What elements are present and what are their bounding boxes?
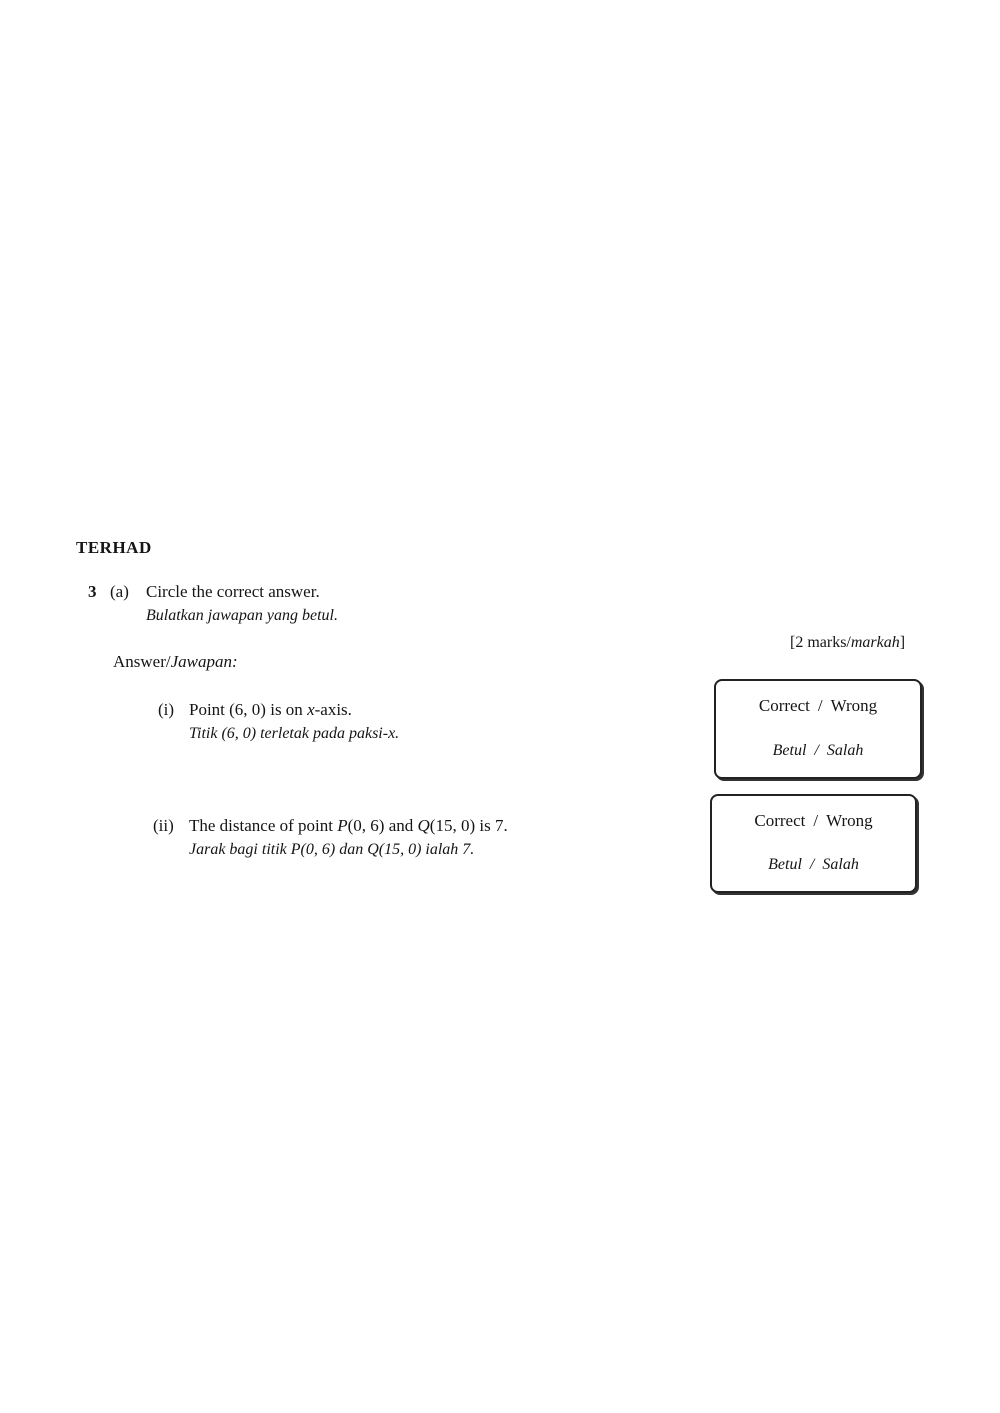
item-2-answer-box: [710, 794, 917, 893]
instruction-english: Circle the correct answer.: [146, 582, 320, 601]
answer-label-en: Answer/: [113, 652, 171, 671]
question-number: 3: [88, 582, 97, 601]
item-1-options-malay: [716, 742, 920, 760]
question-part: (a): [110, 582, 129, 601]
item-2-statement-english: [189, 816, 508, 836]
item-2-text-post: (15, 0) is 7.: [429, 816, 508, 835]
answer-label-ms: Jawapan:: [170, 652, 238, 671]
item-1-separator-en: /: [817, 696, 823, 715]
item-2-text-pre: The distance of point: [189, 816, 338, 835]
item-2-option-wrong[interactable]: Wrong: [826, 811, 873, 830]
item-2-text-mid: (0, 6) and: [347, 816, 418, 835]
item-2-statement-malay: Jarak bagi titik P(0, 6) dan Q(15, 0) ialah 7.: [189, 841, 475, 858]
item-2-options-english: [712, 811, 915, 831]
item-2-separator-ms: /: [809, 856, 815, 873]
item-1-option-wrong[interactable]: Wrong: [830, 696, 878, 715]
item-1-statement-malay: Titik (6, 0) terletak pada paksi-x.: [189, 725, 400, 742]
item-2-text-italic-p: P: [337, 816, 348, 835]
answer-label: [113, 652, 238, 672]
item-2-separator-en: /: [813, 811, 819, 830]
item-2-number: (ii): [153, 816, 174, 835]
item-1-options-english: [716, 696, 920, 716]
item-1-text-italic: x: [307, 700, 315, 719]
item-2-text-italic-q: Q: [417, 816, 430, 835]
item-2-option-salah[interactable]: Salah: [822, 856, 859, 873]
item-1-option-betul[interactable]: Betul: [772, 742, 807, 759]
item-1-statement-english: [189, 700, 352, 720]
marks-italic: markah: [850, 634, 900, 651]
marks-allocation: [790, 634, 905, 652]
item-2-option-betul[interactable]: Betul: [768, 856, 802, 873]
item-1-option-salah[interactable]: Salah: [826, 742, 864, 759]
marks-suffix: ]: [899, 634, 906, 651]
item-2-option-correct[interactable]: Correct: [754, 811, 806, 830]
item-1-answer-box: [714, 679, 922, 779]
item-1-number: (i): [158, 700, 175, 719]
marks-prefix: [2 marks/: [790, 634, 851, 651]
item-1-text-post: -axis.: [314, 700, 352, 719]
item-1-separator-ms: /: [814, 742, 819, 759]
item-1-option-correct[interactable]: Correct: [758, 696, 810, 715]
item-2-options-malay: [712, 856, 915, 874]
classification-header: TERHAD: [76, 538, 152, 557]
instruction-malay: Bulatkan jawapan yang betul.: [146, 607, 338, 624]
item-1-text-pre: Point (6, 0) is on: [189, 700, 308, 719]
